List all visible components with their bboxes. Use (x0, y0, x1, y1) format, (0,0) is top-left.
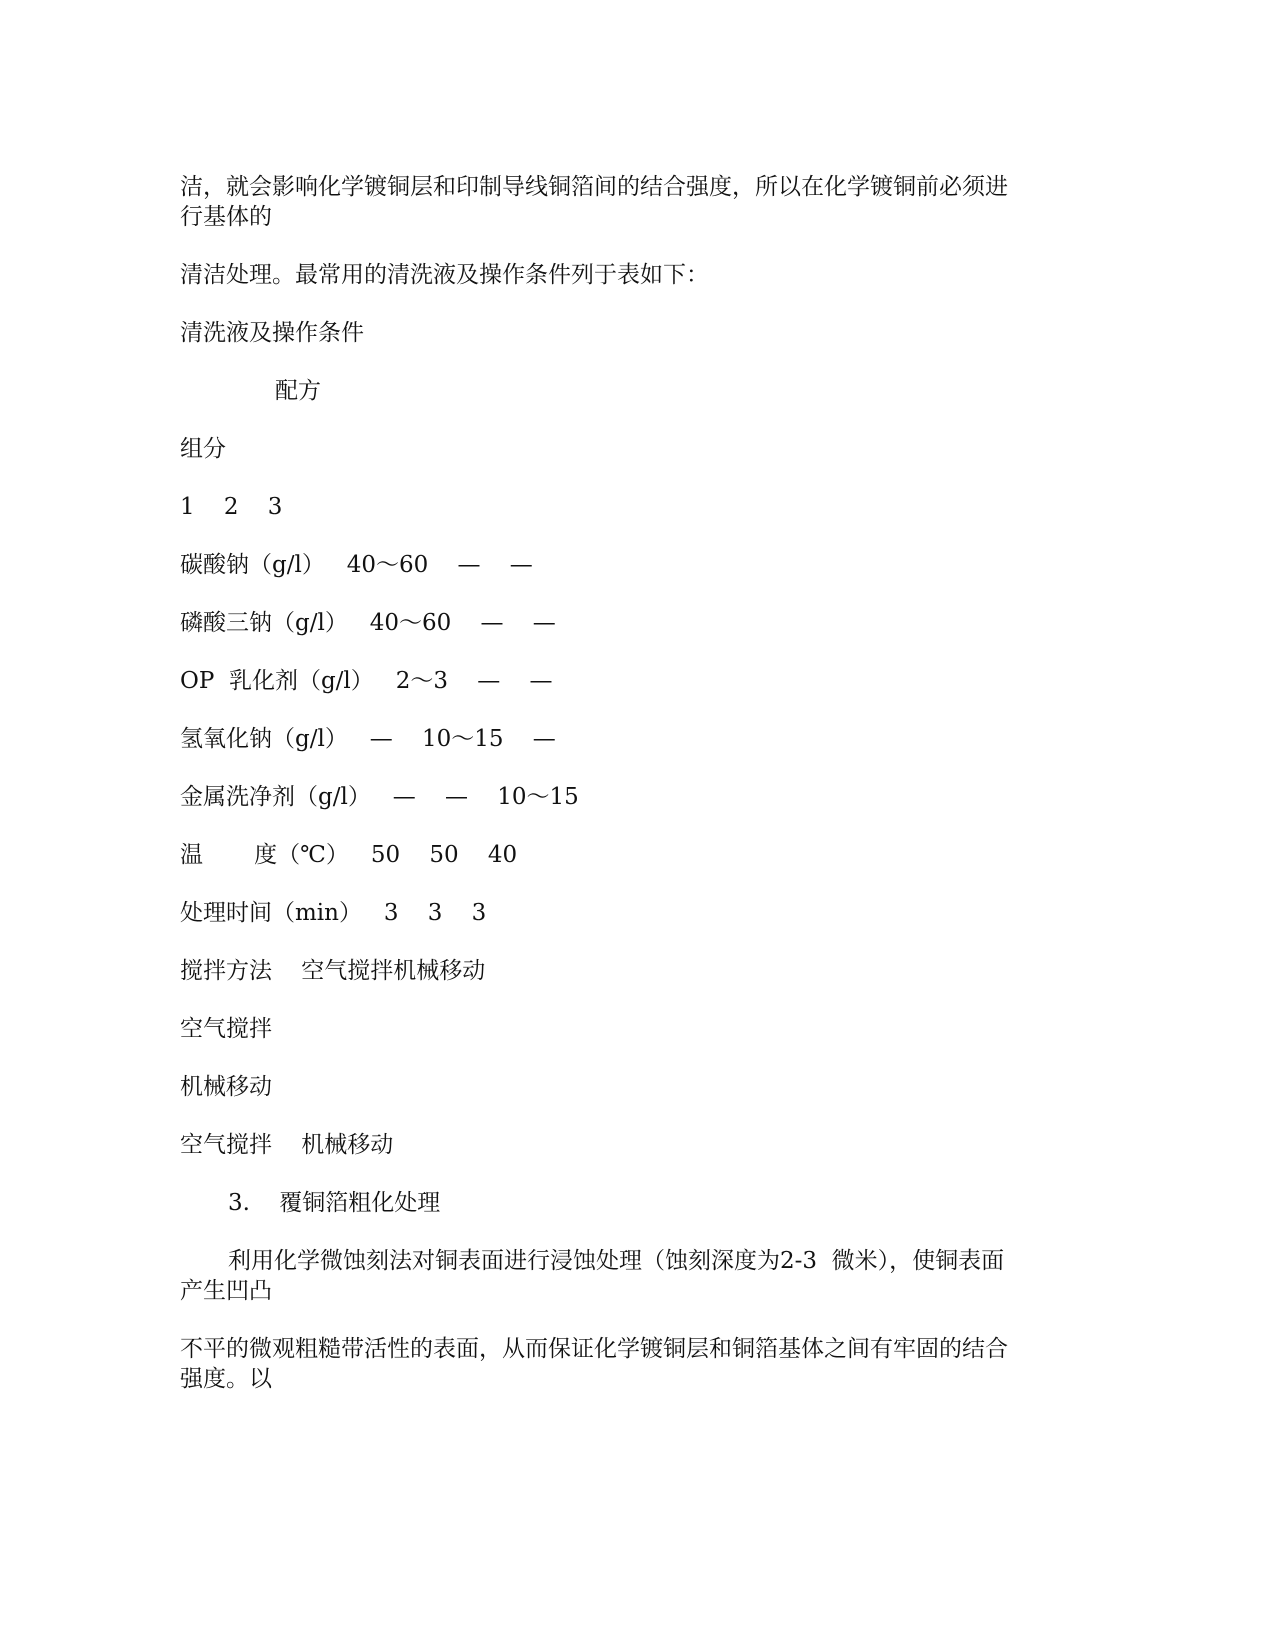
table-row-sodium-carbonate: 碳酸钠（g/l） 40～60 — — (180, 552, 533, 578)
table-row-treatment-time: 处理时间（min） 3 3 3 (180, 900, 487, 926)
table-row-trisodium-phosphate: 磷酸三钠（g/l） 40～60 — — (180, 610, 556, 636)
table-row-temperature: 温 度（℃） 50 50 40 (180, 842, 518, 868)
table-row-agitation: 搅拌方法 空气搅拌机械移动 (180, 958, 486, 984)
table-header-columns: 1 2 3 (180, 494, 283, 520)
paragraph-line-4: 利用化学微蚀刻法对铜表面进行浸蚀处理（蚀刻深度为2-3 微米），使铜表面 (228, 1248, 1005, 1274)
table-title: 清洗液及操作条件 (180, 320, 364, 346)
table-row-metal-cleaner: 金属洗净剂（g/l） — — 10～15 (180, 784, 579, 810)
table-header-recipe: 配方 (275, 378, 321, 404)
paragraph-line-3: 清洁处理。最常用的清洗液及操作条件列于表如下： (180, 262, 709, 288)
paragraph-line-1: 洁，就会影响化学镀铜层和印制导线铜箔间的结合强度，所以在化学镀铜前必须进 (180, 174, 1008, 200)
paragraph-line-5: 产生凹凸 (180, 1278, 272, 1304)
table-row-op-emulsifier: OP 乳化剂（g/l） 2～3 — — (180, 668, 553, 694)
table-row-mechanical-move: 机械移动 (180, 1074, 272, 1100)
table-row-sodium-hydroxide: 氢氧化钠（g/l） — 10～15 — (180, 726, 556, 752)
paragraph-line-6: 不平的微观粗糙带活性的表面，从而保证化学镀铜层和铜箔基体之间有牢固的结合 (180, 1336, 1008, 1362)
paragraph-line-7: 强度。以 (180, 1366, 272, 1392)
paragraph-line-2: 行基体的 (180, 204, 272, 230)
section-heading: 3. 覆铜箔粗化处理 (228, 1190, 441, 1216)
table-header-component: 组分 (180, 436, 226, 462)
table-row-air-agitation: 空气搅拌 (180, 1016, 272, 1042)
table-row-agitation-both: 空气搅拌 机械移动 (180, 1132, 394, 1158)
